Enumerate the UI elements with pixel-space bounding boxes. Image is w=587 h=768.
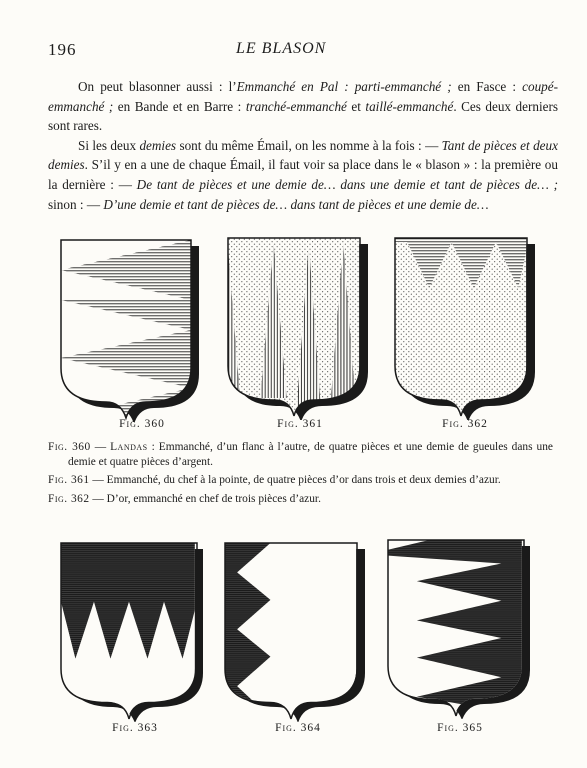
paragraph-1	[48, 77, 558, 136]
text-run: sont du même Émail, on les nomme à la fois : —	[176, 137, 442, 153]
text-run-italic: D’une demie et tant de pièces de… dans tant de pièces et une demie de…	[103, 196, 489, 212]
legend-text: — D’or, emmanché en chef de trois pièces d’azur.	[89, 492, 321, 505]
caption-number: 363	[137, 722, 158, 734]
shield-fig-363	[58, 540, 210, 722]
text-run-italic: tranché-emmanché	[245, 98, 347, 114]
figure-legends	[48, 440, 553, 510]
caption-label: Fig.	[442, 418, 464, 430]
legend-fig-360	[48, 440, 553, 469]
caption-number: 365	[462, 722, 483, 734]
caption-fig-364	[238, 722, 358, 734]
text-run: . Ces deux derniers sont rares.	[48, 98, 558, 134]
shield-fig-365	[385, 537, 537, 719]
text-run-italic: Emmanché en Pal : parti-emmanché ;	[236, 79, 452, 94]
text-run: sinon : —	[48, 196, 104, 212]
text-run: en Fasce :	[451, 79, 523, 94]
legend-name: Landas	[110, 441, 148, 453]
caption-label: Fig.	[112, 722, 134, 734]
legend-fig-362	[48, 492, 553, 507]
legend-label: Fig. 361	[48, 474, 90, 487]
text-run: en Bande et en Barre :	[113, 98, 246, 114]
shield-fig-364	[222, 540, 372, 722]
caption-label: Fig.	[277, 418, 299, 430]
text-run-italic: Tant de pièces et deux demies	[48, 137, 558, 173]
legend-label: Fig. 362	[48, 492, 90, 505]
page-header	[48, 40, 558, 60]
text-run-italic: coupé-emmanché ;	[48, 79, 559, 114]
legend-text: : Emmanché, d’un flanc à l’autre, de quatre pièces et une demie de gueules dans une demie et quatre pièces d’argent.	[68, 441, 553, 468]
text-run: . S’il y en a une de chaque Émail, il faut voir sa place dans le « blason » : la première ou la dernière : —	[48, 157, 558, 192]
text-run-italic: demies	[139, 137, 177, 153]
text-run: et	[346, 98, 366, 114]
caption-number: 361	[302, 418, 323, 430]
text-run: Si les deux	[78, 137, 140, 153]
legend-dash: —	[90, 441, 111, 453]
caption-number: 364	[300, 722, 321, 734]
caption-number: 362	[467, 418, 488, 430]
shield-fig-360	[58, 237, 206, 422]
legend-fig-361	[48, 473, 553, 488]
page-number: 196	[48, 40, 77, 59]
caption-fig-365	[400, 722, 520, 734]
caption-fig-362	[405, 418, 525, 430]
caption-fig-363	[75, 722, 195, 734]
caption-label: Fig.	[437, 722, 459, 734]
text-run-italic: taillé-emmanché	[365, 98, 454, 114]
body-text	[48, 77, 558, 214]
shield-fig-361	[225, 235, 375, 420]
caption-number: 360	[144, 418, 165, 430]
caption-fig-360	[82, 418, 202, 430]
shield-fig-362	[392, 235, 542, 420]
caption-label: Fig.	[275, 722, 297, 734]
running-title: LE BLASON	[236, 40, 327, 57]
caption-label: Fig.	[119, 418, 141, 430]
paragraph-2	[48, 136, 558, 214]
legend-label: Fig. 360	[48, 441, 91, 453]
text-run: On peut blasonner aussi : l’	[78, 79, 237, 94]
caption-fig-361	[240, 418, 360, 430]
text-run-italic: De tant de pièces et une demie de… dans une demie et tant de pièces de… ;	[136, 176, 558, 192]
legend-text: — Emmanché, du chef à la pointe, de quatre pièces d’or dans trois et deux demies d’azur.	[89, 474, 501, 487]
